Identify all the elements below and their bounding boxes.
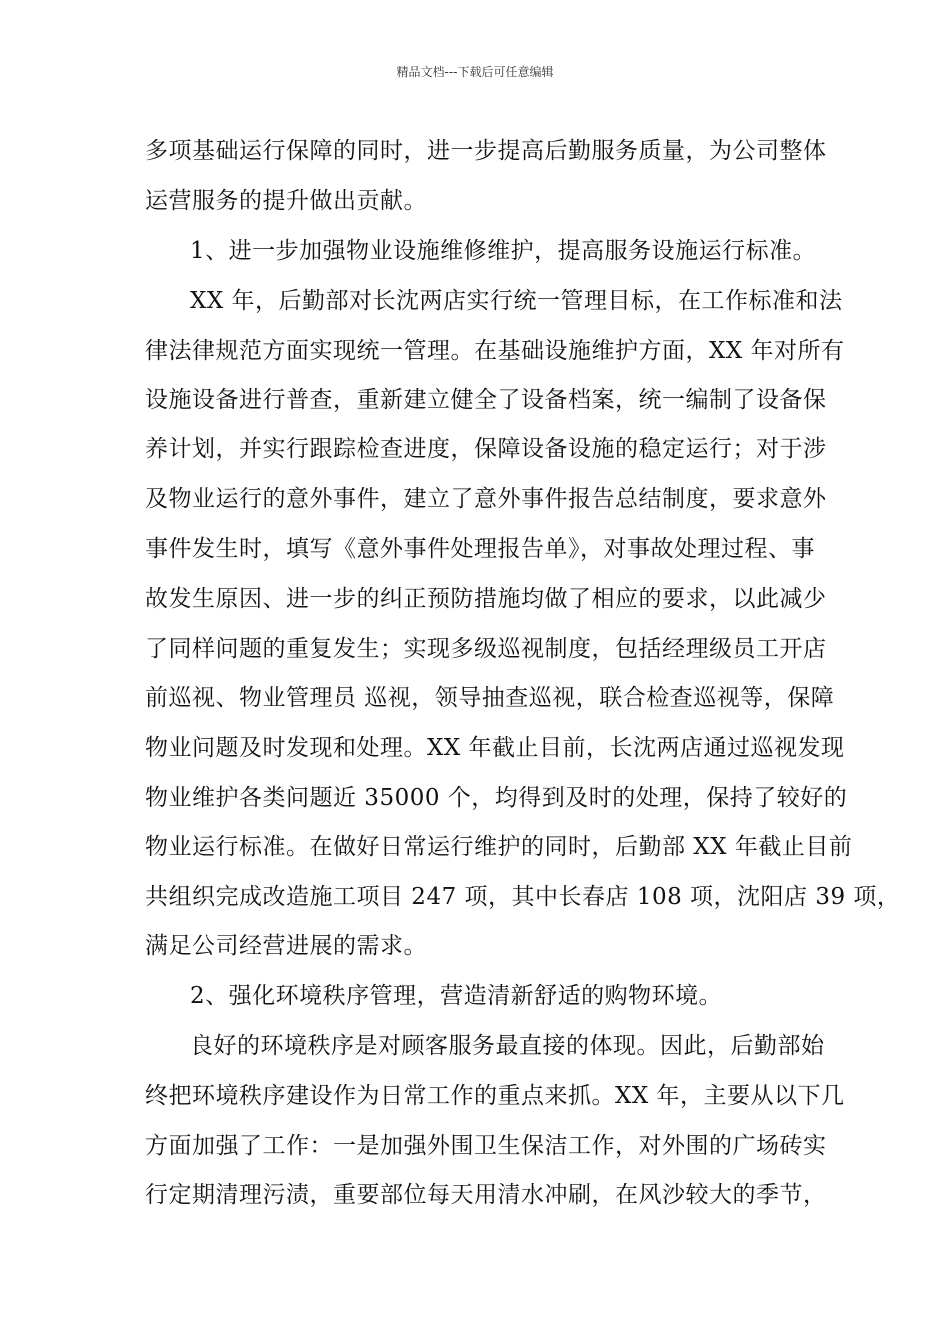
- text-line: 养计划，并实行跟踪检查进度，保障设备设施的稳定运行；对于涉: [145, 436, 827, 462]
- text-line: 及物业运行的意外事件，建立了意外事件报告总结制度，要求意外: [145, 486, 827, 512]
- text-line: XX 年，后勤部对长沈两店实行统一管理目标，在工作标准和法: [190, 288, 843, 314]
- text-line: 物业运行标准。在做好日常运行维护的同时，后勤部 XX 年截止目前: [145, 834, 853, 860]
- section-heading: 1、进一步加强物业设施维修维护，提高服务设施运行标准。: [190, 238, 817, 264]
- text-line: 良好的环境秩序是对顾客服务最直接的体现。因此，后勤部始: [190, 1033, 825, 1059]
- text-line: 前巡视、物业管理员 巡视，领导抽查巡视，联合检查巡视等，保障: [145, 685, 835, 711]
- text-line: 了同样问题的重复发生；实现多级巡视制度，包括经理级员工开店: [145, 636, 827, 662]
- text-line: 满足公司经营进展的需求。: [145, 933, 427, 959]
- text-line: 物业维护各类问题近 35000 个，均得到及时的处理，保持了较好的: [145, 785, 848, 811]
- page-header: 精品文档---下载后可任意编辑: [396, 65, 554, 79]
- text-line: 方面加强了工作：一是加强外围卫生保洁工作，对外围的广场砖实: [145, 1133, 827, 1159]
- text-line: 事件发生时，填写《意外事件处理报告单》，对事故处理过程、事: [145, 536, 815, 562]
- text-line: 故发生原因、进一步的纠正预防措施均做了相应的要求，以此减少: [145, 586, 827, 612]
- text-line: 行定期清理污渍，重要部位每天用清水冲刷，在风沙较大的季节，: [145, 1182, 827, 1208]
- text-line: 物业问题及时发现和处理。XX 年截止目前，长沈两店通过巡视发现: [145, 735, 845, 761]
- text-line: 设施设备进行普查，重新建立健全了设备档案，统一编制了设备保: [145, 387, 827, 413]
- section-heading: 2、强化环境秩序管理，营造清新舒适的购物环境。: [190, 983, 723, 1009]
- text-line: 终把环境秩序建设作为日常工作的重点来抓。XX 年，主要从以下几: [145, 1083, 845, 1109]
- text-line: 律法律规范方面实现统一管理。在基础设施维护方面，XX 年对所有: [145, 338, 845, 364]
- text-line: 共组织完成改造施工项目 247 项，其中长春店 108 项，沈阳店 39 项，: [145, 884, 901, 910]
- text-line: 多项基础运行保障的同时，进一步提高后勤服务质量，为公司整体: [145, 138, 827, 164]
- text-line: 运营服务的提升做出贡献。: [145, 188, 427, 214]
